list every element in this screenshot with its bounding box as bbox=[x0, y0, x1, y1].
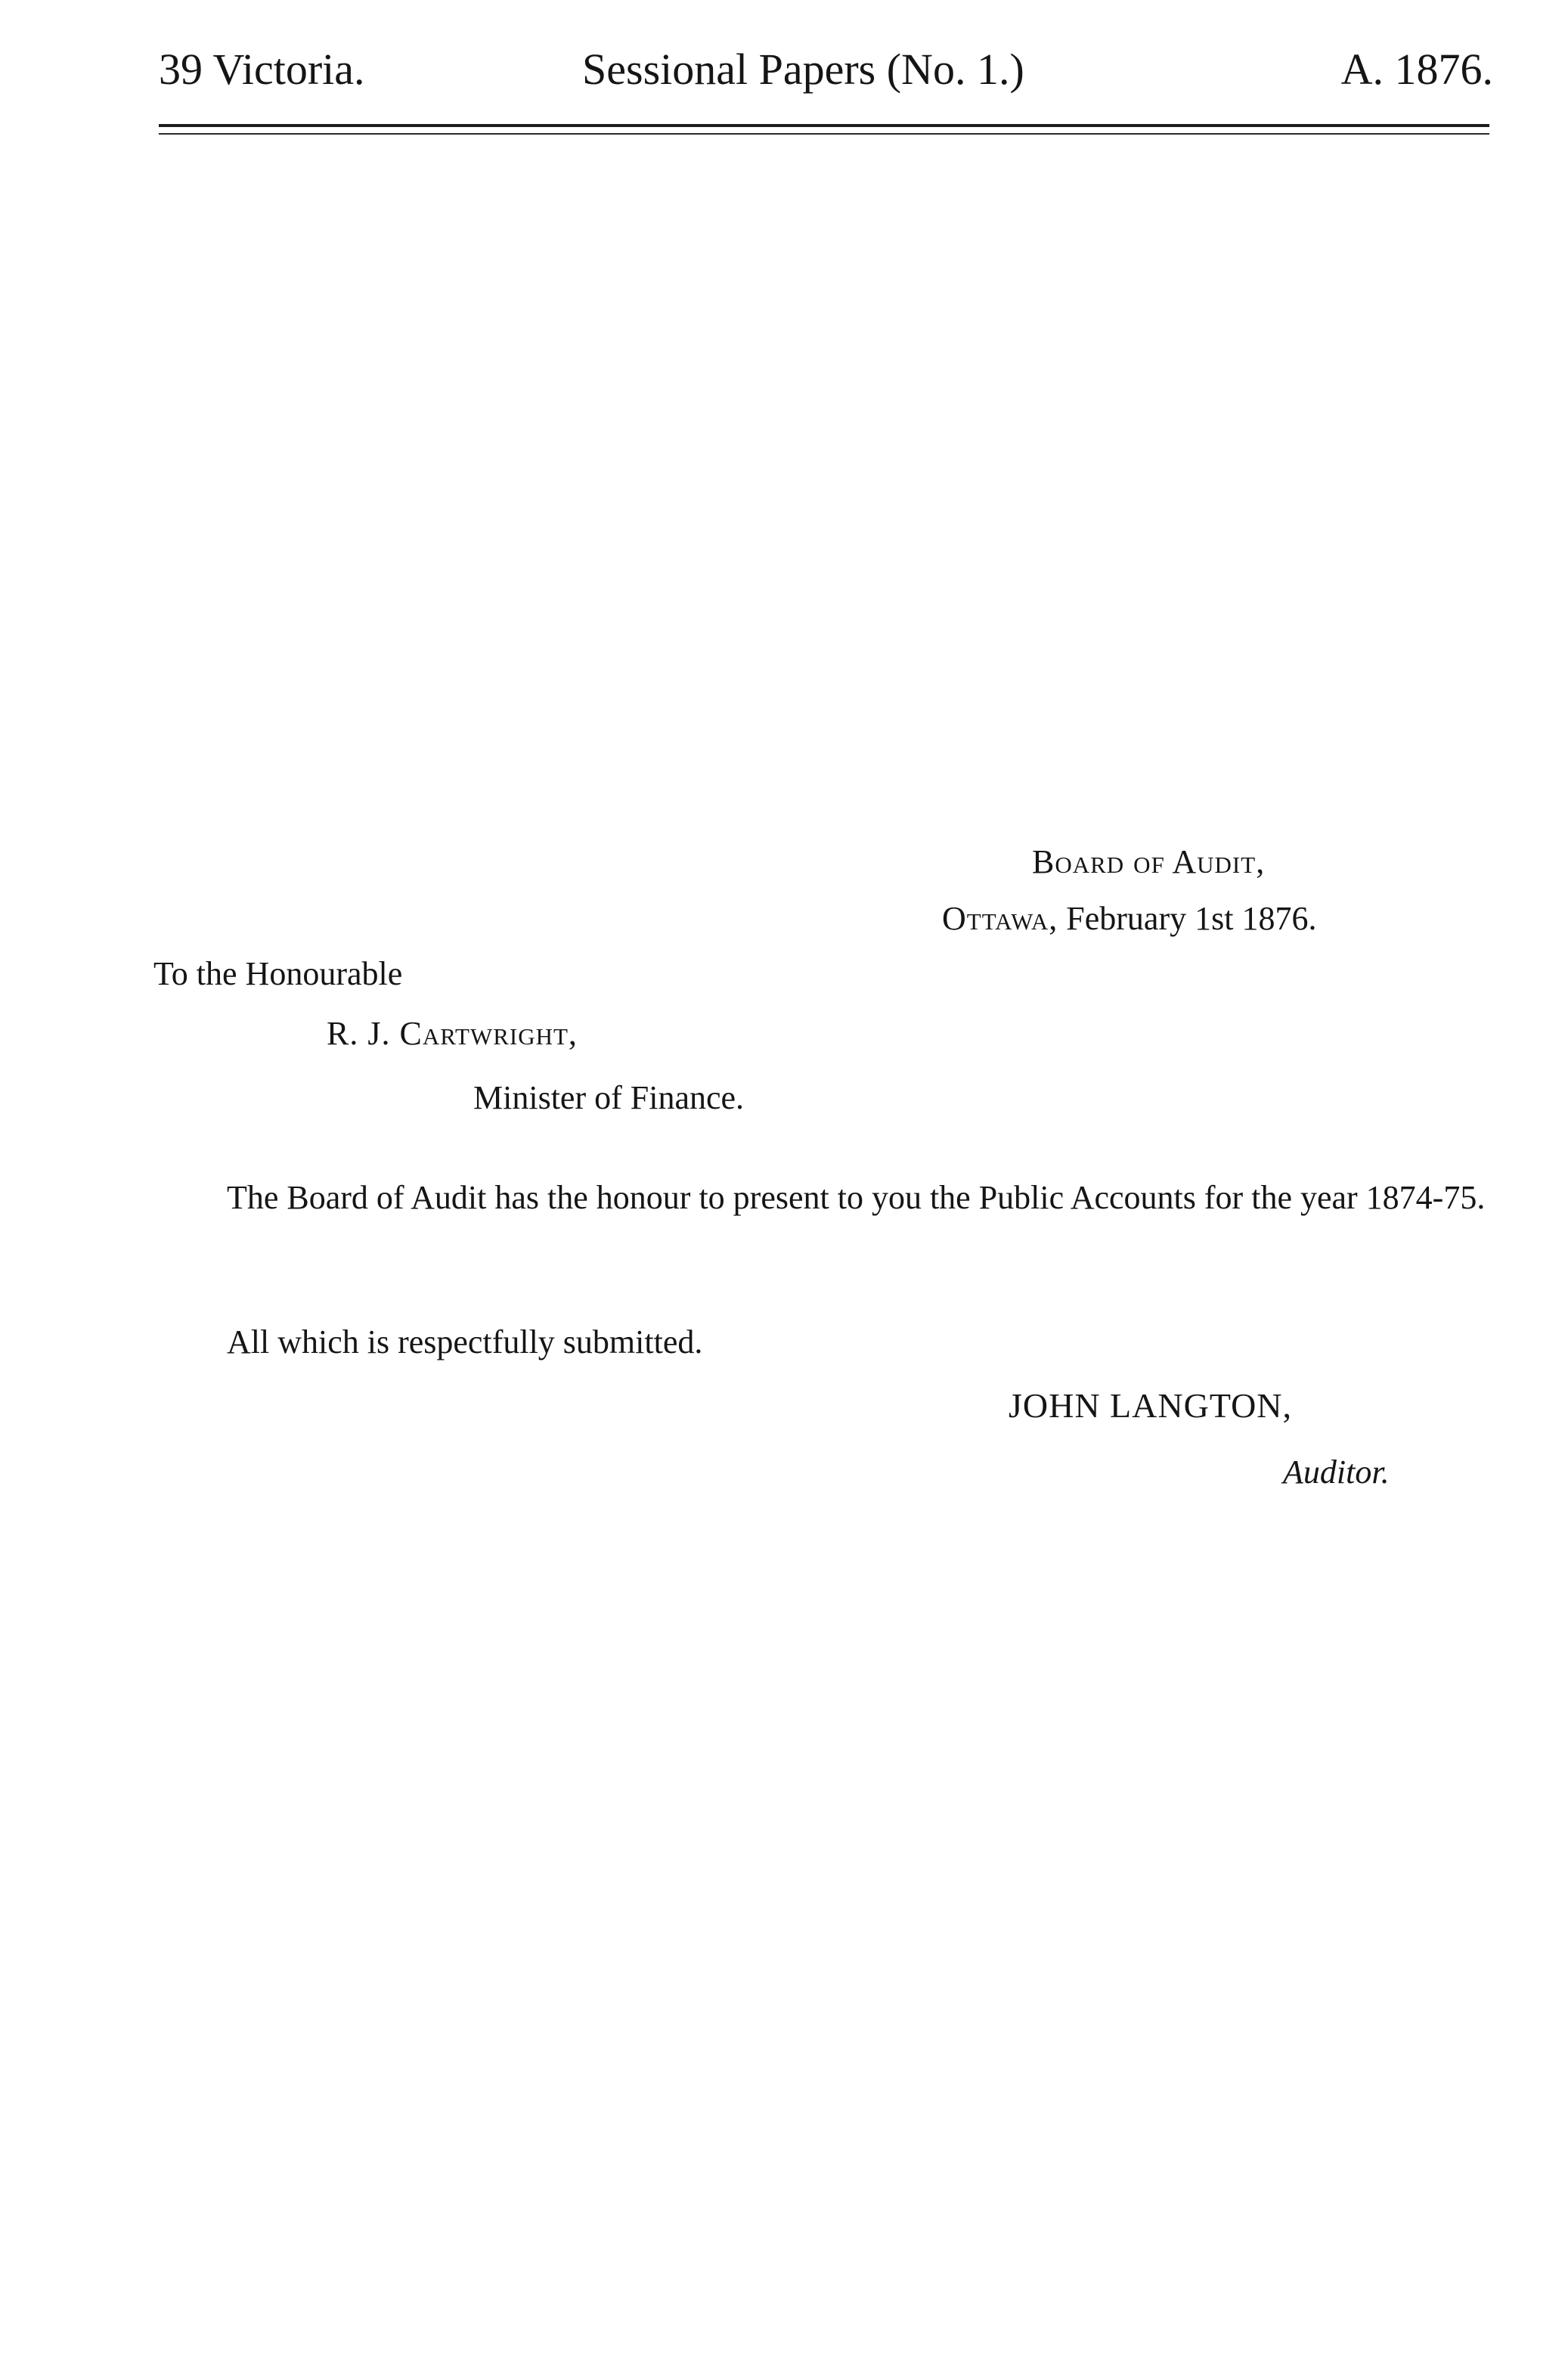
sender-office: Board of Audit, bbox=[1032, 843, 1266, 880]
closing-line: All which is respectfully submitted. bbox=[227, 1323, 703, 1360]
recipient-name: R. J. Cartwright, bbox=[327, 1015, 578, 1052]
recipient-title: Minister of Finance. bbox=[473, 1079, 745, 1116]
letter-body: The Board of Audit has the honour to present to you the Public Accounts for the year 1874-75. bbox=[227, 1179, 1486, 1216]
sender-place: Ottawa, bbox=[942, 900, 1058, 937]
letter-date: February 1st 1876. bbox=[1066, 900, 1317, 937]
header-rule-thin bbox=[159, 133, 1489, 135]
signature-name: JOHN LANGTON, bbox=[1009, 1386, 1293, 1425]
signature-title: Auditor. bbox=[1283, 1454, 1390, 1491]
running-header bbox=[159, 39, 1493, 100]
header-rule-thick bbox=[159, 124, 1489, 127]
volume-label: 39 Victoria. bbox=[159, 45, 365, 94]
series-label: Sessional Papers (No. 1.) bbox=[582, 45, 1024, 94]
salutation: To the Honourable bbox=[153, 955, 403, 992]
sender-place-date bbox=[942, 896, 1316, 942]
year-label: A. 1876. bbox=[1340, 45, 1493, 94]
